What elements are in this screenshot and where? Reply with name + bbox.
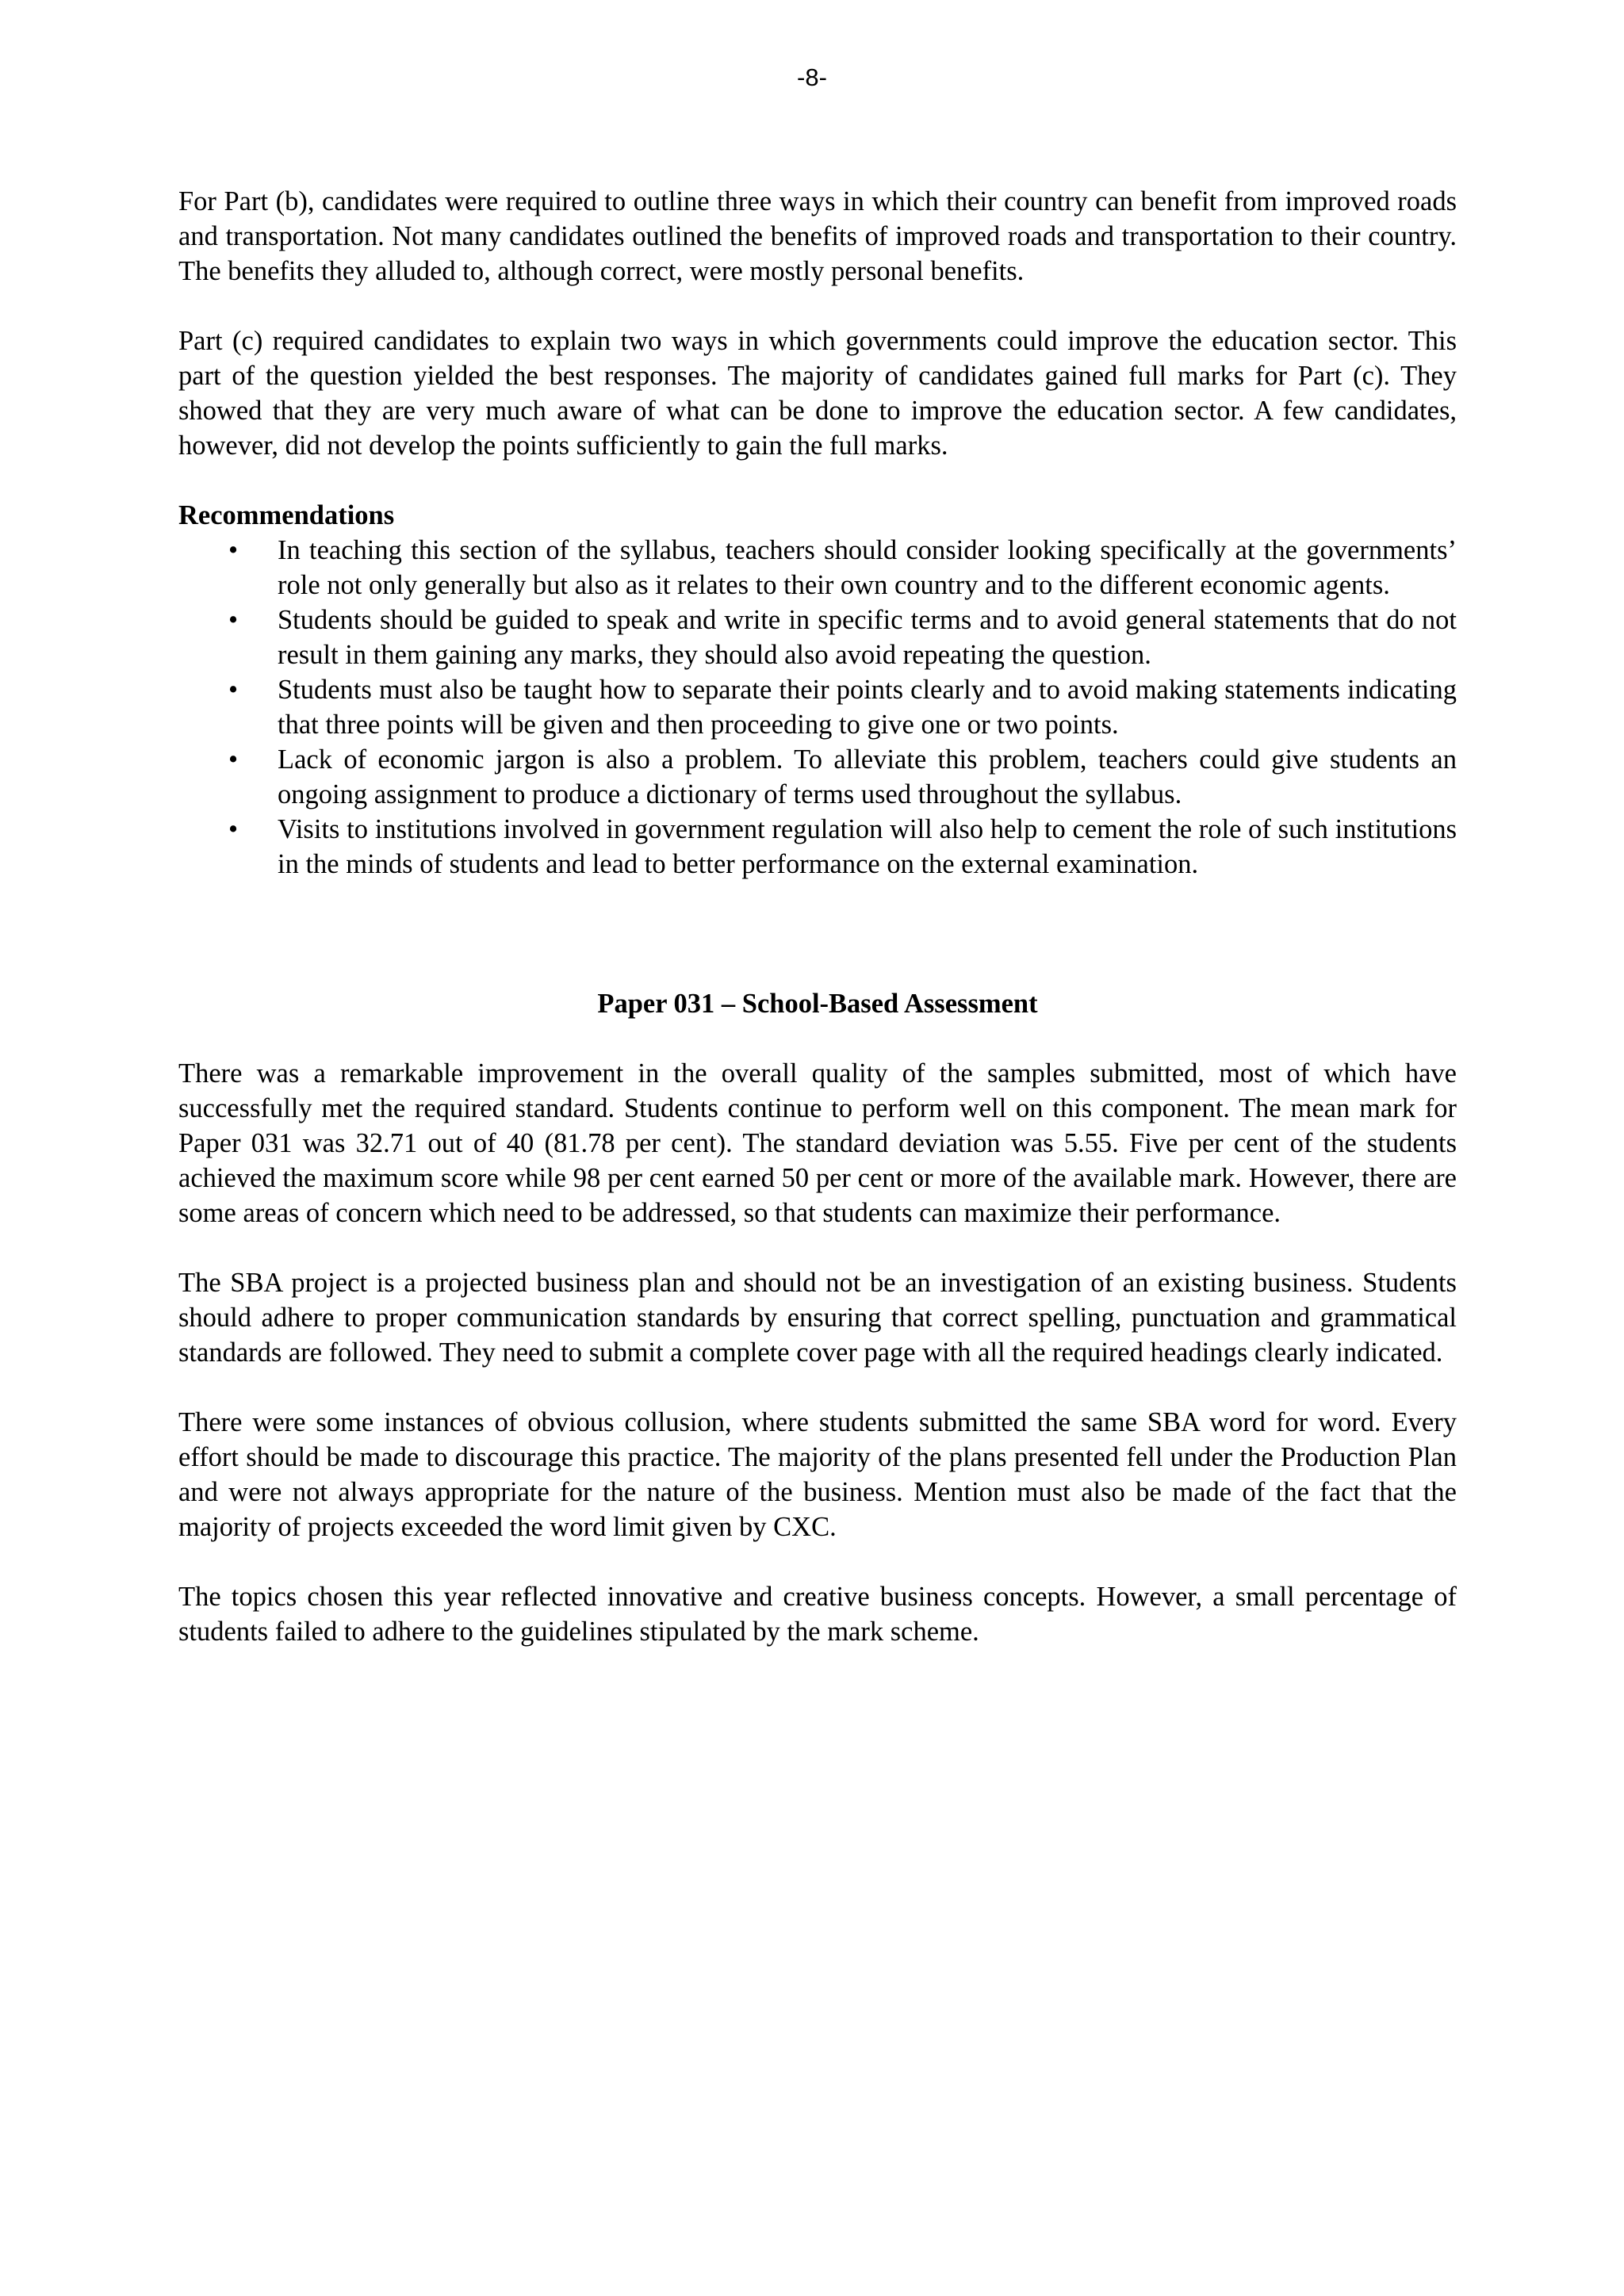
paragraph-sba-project: The SBA project is a projected business plan and should not be an investigation of an existing business. Students should adhere to proper communication standards by ensuring that correct spelling, punctuation and grammatical standards are followed. They need to submit a complete cover page with all the required headings clearly indicated. — [178, 1268, 1457, 1368]
list-item-text: Students must also be taught how to separate their points clearly and to avoid making statements indicating that three points will be given and then proceeding to give one or two points. — [278, 675, 1457, 740]
section-title: Paper 031 – School-Based Assessment — [597, 989, 1038, 1019]
paragraph-topics: The topics chosen this year reflected innovative and creative business concepts. However, a small percentage of students failed to adhere to the guidelines stipulated by the mark scheme. — [178, 1582, 1457, 1647]
list-item — [178, 533, 1457, 603]
list-item — [178, 603, 1457, 672]
page-number: -8- — [797, 63, 827, 91]
bullet-icon: • — [228, 675, 239, 705]
bullet-icon: • — [228, 814, 239, 844]
recommendations-heading: Recommendations — [178, 500, 395, 530]
list-item-text: Students should be guided to speak and write in specific terms and to avoid general statements that do not result in them gaining any marks, they should also avoid repeating the question. — [278, 605, 1457, 670]
list-item-text: Visits to institutions involved in government regulation will also help to cement the role of such institutions in the minds of students and lead to better performance on the external examination. — [278, 814, 1457, 879]
list-item-text: Lack of economic jargon is also a problem. To alleviate this problem, teachers could give students an ongoing assignment to produce a dictionary of terms used throughout the syllabus. — [278, 744, 1457, 809]
bullet-icon: • — [228, 744, 239, 775]
paragraph-part-b: For Part (b), candidates were required to outline three ways in which their country can benefit from improved roads and transportation. Not many candidates outlined the benefits of improved roads and transportation to their country. The benefits they alluded to, although correct, were mostly personal benefits. — [178, 186, 1457, 286]
paragraph-part-c: Part (c) required candidates to explain two ways in which governments could improve the education sector. This part of the question yielded the best responses. The majority of candidates gained full marks for Part (c). They showed that they are very much aware of what can be done to improve the education sector. A few candidates, however, did not develop the points sufficiently to gain the full marks. — [178, 326, 1457, 461]
list-item — [178, 812, 1457, 882]
list-item — [178, 742, 1457, 812]
list-item — [178, 672, 1457, 742]
paragraph-collusion: There were some instances of obvious collusion, where students submitted the same SBA word for word. Every effort should be made to discourage this practice. The majority of the plans presented fell under the Production Plan and were not always appropriate for the nature of the business. Mention must also be made of the fact that the majority of projects exceeded the word limit given by CXC. — [178, 1407, 1457, 1542]
page-content — [178, 184, 1457, 1649]
recommendations-list — [178, 533, 1457, 882]
paragraph-sba-overview: There was a remarkable improvement in the overall quality of the samples submitted, most of which have successfully met the required standard. Students continue to perform well on this component. The mean mark for Paper 031 was 32.71 out of 40 (81.78 per cent). The standard deviation was 5.55. Five per cent of the students achieved the maximum score while 98 per cent earned 50 per cent or more of the available mark. However, there are some areas of concern which need to be addressed, so that students can maximize their performance. — [178, 1058, 1457, 1228]
bullet-icon: • — [228, 535, 239, 565]
bullet-icon: • — [228, 605, 239, 635]
list-item-text: In teaching this section of the syllabus, teachers should consider looking specifically at the governments’ role not only generally but also as it relates to their own country and to the different economic agents. — [278, 535, 1457, 600]
